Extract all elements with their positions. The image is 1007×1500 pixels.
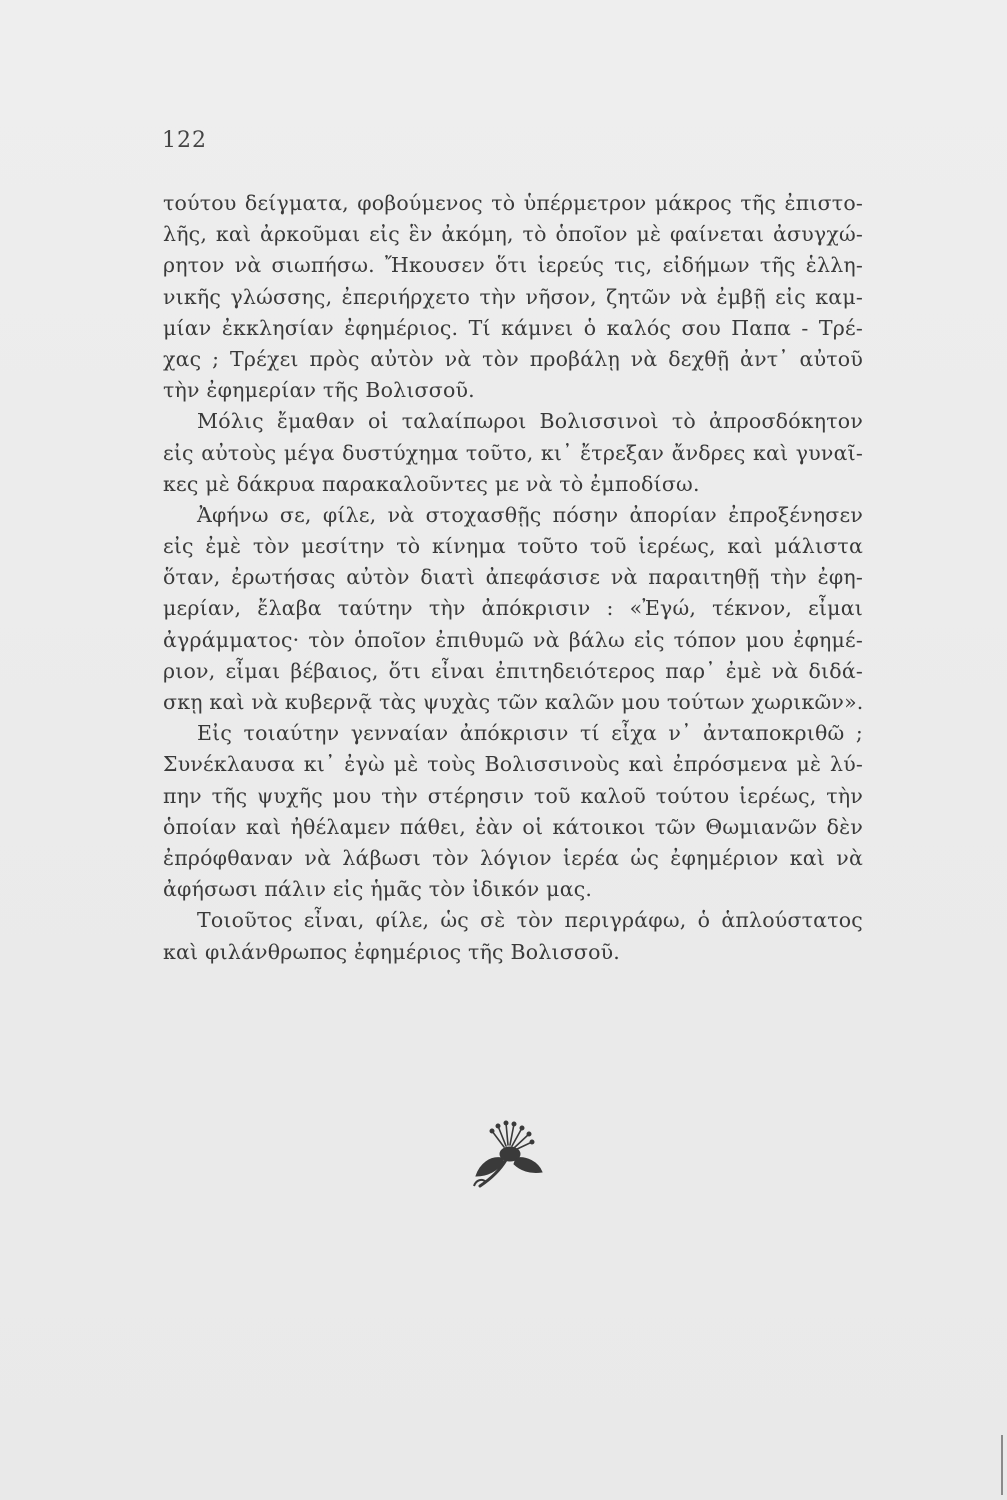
text-line: μίαν ἐκκλησίαν ἐφημέριος. Τί κάμνει ὁ καλός σου Παπα - Τρέ-: [163, 315, 863, 340]
text-line: μερίαν, ἔλαβα ταύτην τὴν ἀπόκρισιν : «Ἐγώ, τέκνον, εἶμαι: [163, 596, 863, 621]
text-line: εἰς ἐμὲ τὸν μεσίτην τὸ κίνημα τοῦτο τοῦ ἱερέως, καὶ μάλιστα: [163, 534, 863, 559]
text-line: νικῆς γλώσσης, ἐπεριήρχετο τὴν νῆσον, ζητῶν νὰ ἐμβῇ εἰς καμ-: [163, 284, 863, 309]
text-line: εἰς αὐτοὺς μέγα δυστύχημα τοῦτο, κι᾽ ἔτρεξαν ἄνδρες καὶ γυναῖ-: [163, 440, 863, 465]
text-line: Ἀφήνω σε, φίλε, νὰ στοχασθῇς πόσην ἀπορίαν ἐπροξένησεν: [197, 502, 863, 527]
text-line: λῆς, καὶ ἀρκοῦμαι εἰς ἓν ἀκόμη, τὸ ὁποῖον μὲ φαίνεται ἀσυγχώ-: [163, 222, 863, 247]
flower-ornament-icon: [462, 1120, 552, 1192]
text-line: Εἰς τοιαύτην γενναίαν ἀπόκρισιν τί εἶχα ν᾽ ἀνταποκριθῶ ;: [197, 721, 863, 746]
text-line: τὴν ἐφημερίαν τῆς Βολισσοῦ.: [163, 378, 475, 403]
text-line: τούτου δείγματα, φοβούμενος τὸ ὑπέρμετρον μάκρος τῆς ἐπιστο-: [163, 191, 863, 215]
text-line: ἀφήσωσι πάλιν εἰς ἡμᾶς τὸν ἰδικόν μας.: [163, 877, 593, 902]
text-line: Τοιοῦτος εἶναι, φίλε, ὡς σὲ τὸν περιγράφω, ὁ ἁπλούστατος: [197, 908, 863, 933]
text-line: ἀγράμματος· τὸν ὁποῖον ἐπιθυμῶ νὰ βάλω εἰς τόπον μου ἐφημέ-: [163, 627, 863, 652]
text-line: χας ; Τρέχει πρὸς αὐτὸν νὰ τὸν προβάλῃ νὰ δεχθῇ ἀντ᾽ αὐτοῦ: [163, 346, 863, 371]
text-line: καὶ φιλάνθρωπος ἐφημέριος τῆς Βολισσοῦ.: [163, 939, 620, 964]
text-line: Συνέκλαυσα κι᾽ ἐγὼ μὲ τοὺς Βολισσινοὺς καὶ ἐπρόσμενα μὲ λύ-: [163, 752, 863, 777]
page-number: 122: [162, 128, 207, 153]
text-line: πην τῆς ψυχῆς μου τὴν στέρησιν τοῦ καλοῦ τούτου ἱερέως, τὴν: [163, 783, 863, 808]
body-text: [163, 188, 863, 968]
page-edge-mark: [1001, 1435, 1003, 1495]
text-line: ριον, εἶμαι βέβαιος, ὅτι εἶναι ἐπιτηδειότερος παρ᾽ ἐμὲ νὰ διδά-: [163, 658, 863, 683]
text-line: ρητον νὰ σιωπήσω. Ἤκουσεν ὅτι ἱερεύς τις, εἰδήμων τῆς ἑλλη-: [163, 253, 863, 278]
text-line: σκῃ καὶ νὰ κυβερνᾷ τὰς ψυχὰς τῶν καλῶν μου τούτων χωρικῶν».: [163, 690, 864, 714]
text-line: κες μὲ δάκρυα παρακαλοῦντες με νὰ τὸ ἐμποδίσω.: [163, 471, 700, 496]
text-line: ὁποίαν καὶ ἠθέλαμεν πάθει, ἐὰν οἱ κάτοικοι τῶν Θωμιανῶν δὲν: [163, 814, 863, 839]
text-line: ἐπρόφθαναν νὰ λάβωσι τὸν λόγιον ἱερέα ὡς ἐφημέριον καὶ νὰ: [163, 845, 863, 870]
text-line: ὅταν, ἐρωτήσας αὐτὸν διατὶ ἀπεφάσισε νὰ παραιτηθῇ τὴν ἐφη-: [163, 565, 863, 590]
text-line: Μόλις ἔμαθαν οἱ ταλαίπωροι Βολισσινοὶ τὸ ἀπροσδόκητον: [197, 409, 863, 434]
